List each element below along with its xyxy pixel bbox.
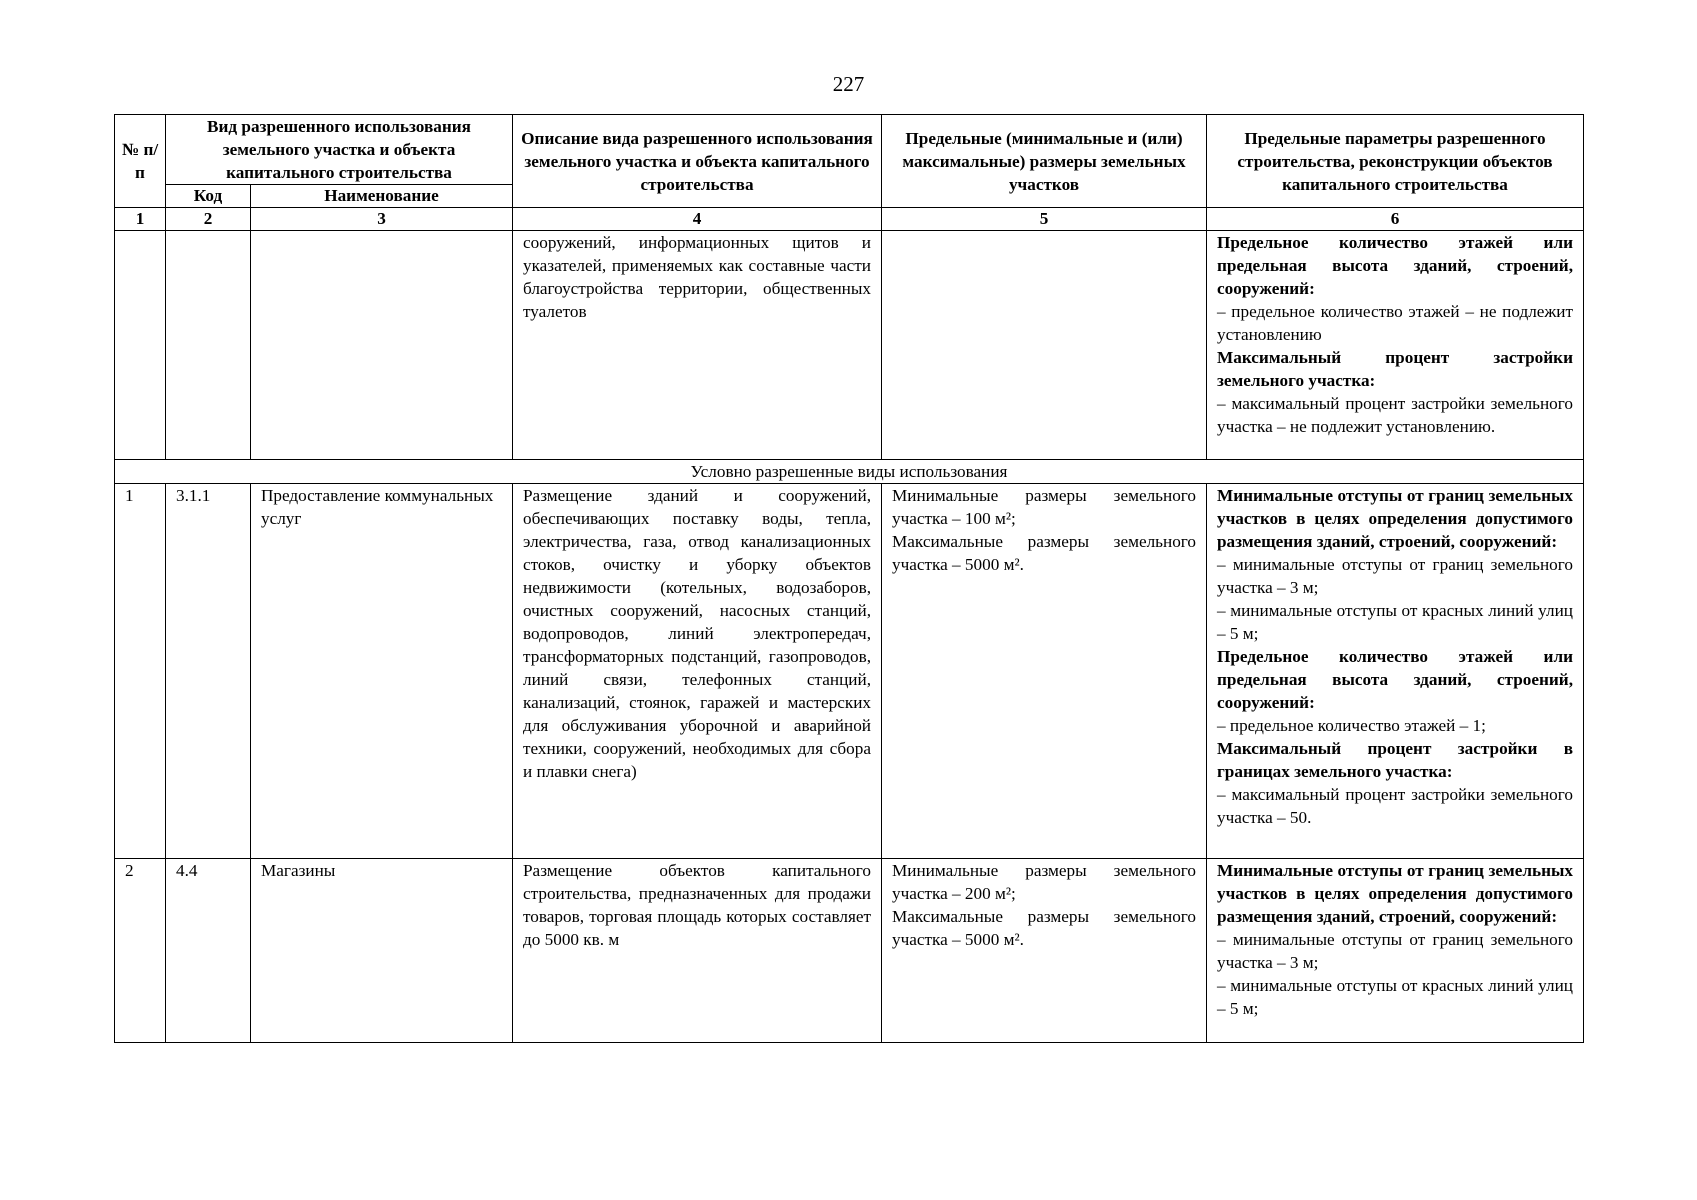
size-item: Максимальные размеры земельного участка – 5000 м². — [892, 907, 1196, 949]
header-num: № п/п — [115, 115, 166, 208]
param-item: – минимальные отступы от границ земельного участка – 3 м; — [1217, 555, 1573, 597]
continuation-row — [115, 231, 1584, 460]
row-num: 2 — [115, 859, 166, 1043]
num-cell — [115, 231, 166, 460]
row-params — [1207, 484, 1584, 859]
header-name: Наименование — [251, 185, 513, 208]
name-cell — [251, 231, 513, 460]
params-cell — [1207, 231, 1584, 460]
column-number: 6 — [1207, 208, 1584, 231]
row-code: 4.4 — [166, 859, 251, 1043]
size-item: Минимальные размеры земельного участка – 100 м²; — [892, 486, 1196, 528]
size-item: Максимальные размеры земельного участка – 5000 м². — [892, 532, 1196, 574]
column-number-row — [115, 208, 1584, 231]
param-item: – максимальный процент застройки земельного участка – не подлежит установлению. — [1217, 394, 1573, 436]
description-cell: сооружений, информационных щитов и указателей, применяемых как составные части благоустройства территории, общественных туалетов — [513, 231, 882, 460]
column-number: 5 — [882, 208, 1207, 231]
param-heading: Максимальный процент застройки в границах земельного участка: — [1217, 739, 1573, 781]
param-item: – минимальные отступы от красных линий улиц – 5 м; — [1217, 976, 1573, 1018]
row-code: 3.1.1 — [166, 484, 251, 859]
param-heading: Предельное количество этажей или предельная высота зданий, строений, сооружений: — [1217, 647, 1573, 712]
section-title: Условно разрешенные виды использования — [115, 460, 1584, 484]
param-heading: Максимальный процент застройки земельного участка: — [1217, 348, 1573, 390]
column-number: 1 — [115, 208, 166, 231]
row-description: Размещение зданий и сооружений, обеспечивающих поставку воды, тепла, электричества, газа, отвод канализационных стоков, очистку и уборку объектов недвижимости (котельных, водозаборов, очистных сооружений, насосных станций, водопроводов, линий электропередач, трансформаторных подстанций, газопроводов, линий связи, телефонных станций, канализаций, стоянок, гаражей и мастерских для обслуживания уборочной и аварийной техники, сооружений, необходимых для сбора и плавки снега) — [513, 484, 882, 859]
param-item: – максимальный процент застройки земельного участка – 50. — [1217, 785, 1573, 827]
header-description: Описание вида разрешенного использования земельного участка и объекта капитального строительства — [513, 115, 882, 208]
size-item: Минимальные размеры земельного участка – 200 м²; — [892, 861, 1196, 903]
row-description: Размещение объектов капитального строительства, предназначенных для продажи товаров, торговая площадь которых составляет до 5000 кв. м — [513, 859, 882, 1043]
header-row — [115, 115, 1584, 185]
row-num: 1 — [115, 484, 166, 859]
header-code: Код — [166, 185, 251, 208]
sizes-cell — [882, 231, 1207, 460]
param-item: – минимальные отступы от красных линий улиц – 5 м; — [1217, 601, 1573, 643]
param-heading: Минимальные отступы от границ земельных участков в целях определения допустимого размещения зданий, строений, сооружений: — [1217, 861, 1573, 926]
column-number: 4 — [513, 208, 882, 231]
header-sizes: Предельные (минимальные и (или) максимальные) размеры земельных участков — [882, 115, 1207, 208]
param-item: – предельное количество этажей – не подлежит установлению — [1217, 302, 1573, 344]
header-type-group: Вид разрешенного использования земельного участка и объекта капитального строительства — [166, 115, 513, 185]
param-heading: Предельное количество этажей или предельная высота зданий, строений, сооружений: — [1217, 233, 1573, 298]
row-name: Предоставление коммунальных услуг — [251, 484, 513, 859]
table-row — [115, 859, 1584, 1043]
table-row — [115, 484, 1584, 859]
column-number: 3 — [251, 208, 513, 231]
param-item: – минимальные отступы от границ земельного участка – 3 м; — [1217, 930, 1573, 972]
code-cell — [166, 231, 251, 460]
row-sizes — [882, 859, 1207, 1043]
row-params — [1207, 859, 1584, 1043]
param-item: – предельное количество этажей – 1; — [1217, 716, 1486, 735]
page-number: 227 — [832, 72, 865, 96]
column-number: 2 — [166, 208, 251, 231]
section-row — [115, 460, 1584, 484]
param-heading: Минимальные отступы от границ земельных участков в целях определения допустимого размещения зданий, строений, сооружений: — [1217, 486, 1573, 551]
header-params: Предельные параметры разрешенного строительства, реконструкции объектов капитального строительства — [1207, 115, 1584, 208]
land-use-table — [114, 114, 1584, 1043]
row-sizes — [882, 484, 1207, 859]
row-name: Магазины — [251, 859, 513, 1043]
